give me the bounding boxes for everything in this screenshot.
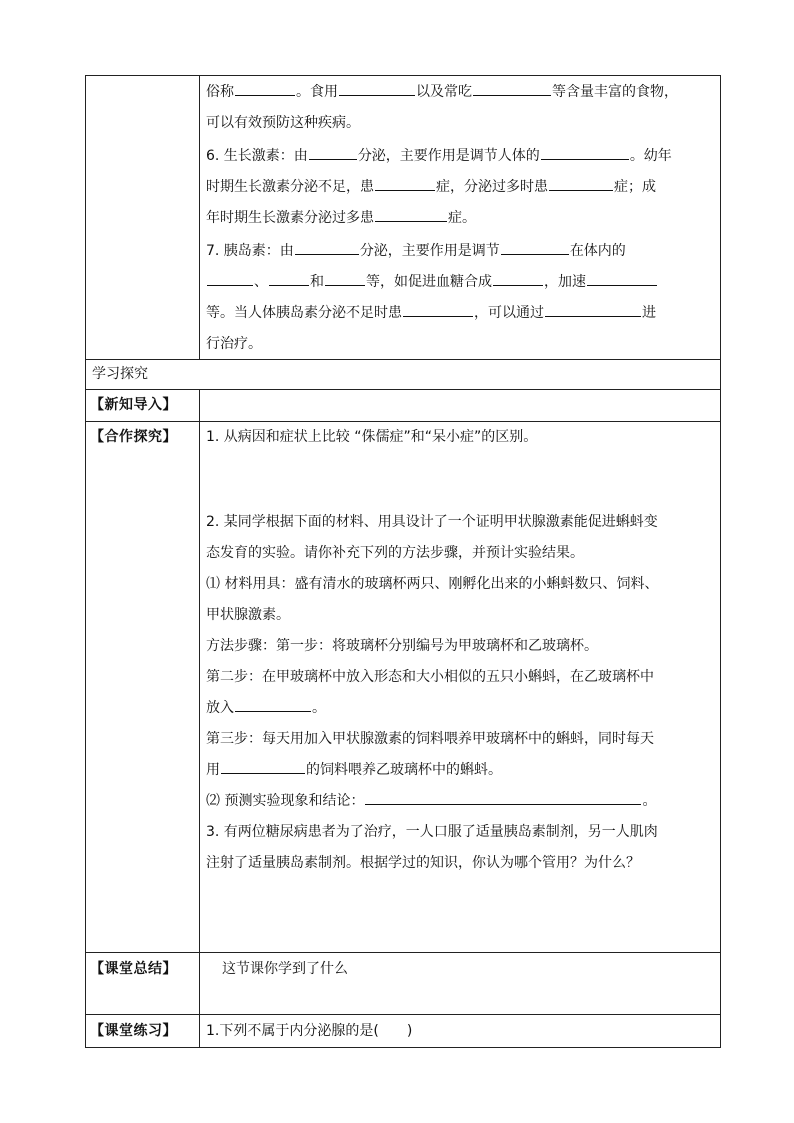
fill-blank[interactable] [325,269,365,286]
text: 放入 [206,700,234,716]
row-label-text: 【课堂总结】 [90,961,177,977]
answer-space[interactable] [206,453,716,507]
question-2-line-1 [206,507,716,538]
text: ⑴ 材料用具：盛有清水的玻璃杯两只、刚孵化出来的小蝌蚪数只、饲料、 [206,576,659,592]
column-divider [199,76,200,359]
section-title [92,359,148,389]
row-label-lianxi [90,1016,177,1046]
materials-line-2 [206,600,716,631]
text: 。 [642,793,657,809]
fill-blank[interactable] [295,238,359,255]
row-label-text: 【新知导入】 [90,397,177,413]
text: 1.下列不属于内分泌腺的是( ) [206,1023,413,1039]
text: 分泌，主要作用是调节人体的 [357,148,540,164]
text: 方法步骤：第一步：将玻璃杯分别编号为甲玻璃杯和乙玻璃杯。 [206,638,598,654]
text: 以及常吃 [416,84,472,100]
text: 3. 有两位糖尿病患者为了治疗，一人口服了适量胰岛素制剂，另一人肌肉 [206,824,658,840]
fill-blank[interactable] [235,79,295,96]
text: 的饲料喂养乙玻璃杯中的蝌蚪。 [306,762,502,778]
line-prevent [206,108,716,139]
text: 症。 [448,210,476,226]
text: 等，如促进血糖合成 [366,274,492,290]
fill-blank[interactable] [473,79,551,96]
question-2-line-2 [206,538,716,569]
text: 分泌，主要作用是调节 [359,243,500,259]
text: 症；成 [614,179,656,195]
text: 第二步：在甲玻璃杯中放入形态和大小相似的五只小蝌蚪，在乙玻璃杯中 [206,669,654,685]
text: 。 [312,700,326,716]
text: 、 [254,274,268,290]
text: 症，分泌过多时患 [436,179,548,195]
text: 在体内的 [569,243,626,259]
text: 和 [310,274,324,290]
fill-blank[interactable] [309,143,357,160]
fill-blank[interactable] [549,174,613,191]
item-7-line-3 [206,298,716,329]
row-label-zongjie [90,954,177,985]
fill-blank[interactable] [541,143,629,160]
column-divider [199,389,200,1047]
text: 这节课你学到了什么 [222,961,348,977]
text: ，加速 [544,274,586,290]
fill-blank[interactable] [403,300,473,317]
fill-blank[interactable] [493,269,543,286]
fill-blank[interactable] [221,757,305,774]
item-7-line-1 [206,236,716,267]
step-2-line-1 [206,662,716,693]
zongjie-content-cell [222,954,716,985]
item-7-line-4 [206,329,716,360]
row-label-xinzhi [90,390,177,421]
top-content-cell [206,77,716,360]
fill-blank[interactable] [339,79,415,96]
text: 甲状腺激素。 [206,607,290,623]
text: 7. 胰岛素：由 [206,243,294,259]
text: ，可以通过 [474,305,544,321]
item-6-line-1 [206,141,716,172]
row-label-hezuo [90,422,177,453]
item-7-line-2 [206,267,716,298]
hezuo-content-cell [206,422,716,879]
fill-blank[interactable] [545,300,641,317]
row-divider [86,1014,720,1015]
row-divider [86,952,720,953]
text: 。幼年 [629,148,672,164]
fill-blank[interactable] [501,238,569,255]
materials-line-1 [206,569,716,600]
question-1 [206,422,716,453]
text: 第三步：每天用加入甲状腺激素的饲料喂养甲玻璃杯中的蝌蚪，同时每天 [206,731,654,747]
text: 注射了适量胰岛素制剂。根据学过的知识，你认为哪个管用？为什么？ [206,855,640,871]
line-iodine [206,77,716,108]
text: ⑵ 预测实验现象和结论： [206,793,365,809]
fill-blank[interactable] [375,205,447,222]
step-3-line-1 [206,724,716,755]
item-6-line-2 [206,172,716,203]
row-label-text: 【课堂练习】 [90,1023,177,1039]
text: 进 [642,305,656,321]
xinzhi-content-cell[interactable] [206,390,716,421]
text: 等。当人体胰岛素分泌不足时患 [206,305,402,321]
section-title-text: 学习探究 [92,366,148,382]
fill-blank[interactable] [235,695,311,712]
text: 态发育的实验。请你补充下列的方法步骤，并预计实验结果。 [206,545,584,561]
text: 可以有效预防这种疾病。 [206,115,360,131]
worksheet-table [85,75,721,1048]
step-2-line-2 [206,693,716,724]
fill-blank[interactable] [587,269,657,286]
fill-blank[interactable] [269,269,309,286]
fill-blank[interactable] [365,788,641,805]
lianxi-content-cell [206,1016,716,1046]
text: 。食用 [296,84,338,100]
question-3-line-1 [206,817,716,848]
text: 俗称 [206,84,234,100]
step-1 [206,631,716,662]
text: 时期生长激素分泌不足，患 [206,179,374,195]
fill-blank[interactable] [207,269,253,286]
item-6-line-3 [206,203,716,234]
fill-blank[interactable] [375,174,435,191]
text: 年时期生长激素分泌过多患 [206,210,374,226]
text: 1. 从病因和症状上比较 “侏儒症”和“呆小症”的区别。 [206,429,538,445]
text: 等含量丰富的食物， [552,84,678,100]
step-3-line-2 [206,755,716,786]
prediction [206,786,716,817]
text: 用 [206,762,220,778]
text: 2. 某同学根据下面的材料、用具设计了一个证明甲状腺激素能促进蝌蚪变 [206,514,658,530]
text: 行治疗。 [206,336,262,352]
question-3-line-2 [206,848,716,879]
row-label-text: 【合作探究】 [90,429,177,445]
text: 6. 生长激素：由 [206,148,308,164]
